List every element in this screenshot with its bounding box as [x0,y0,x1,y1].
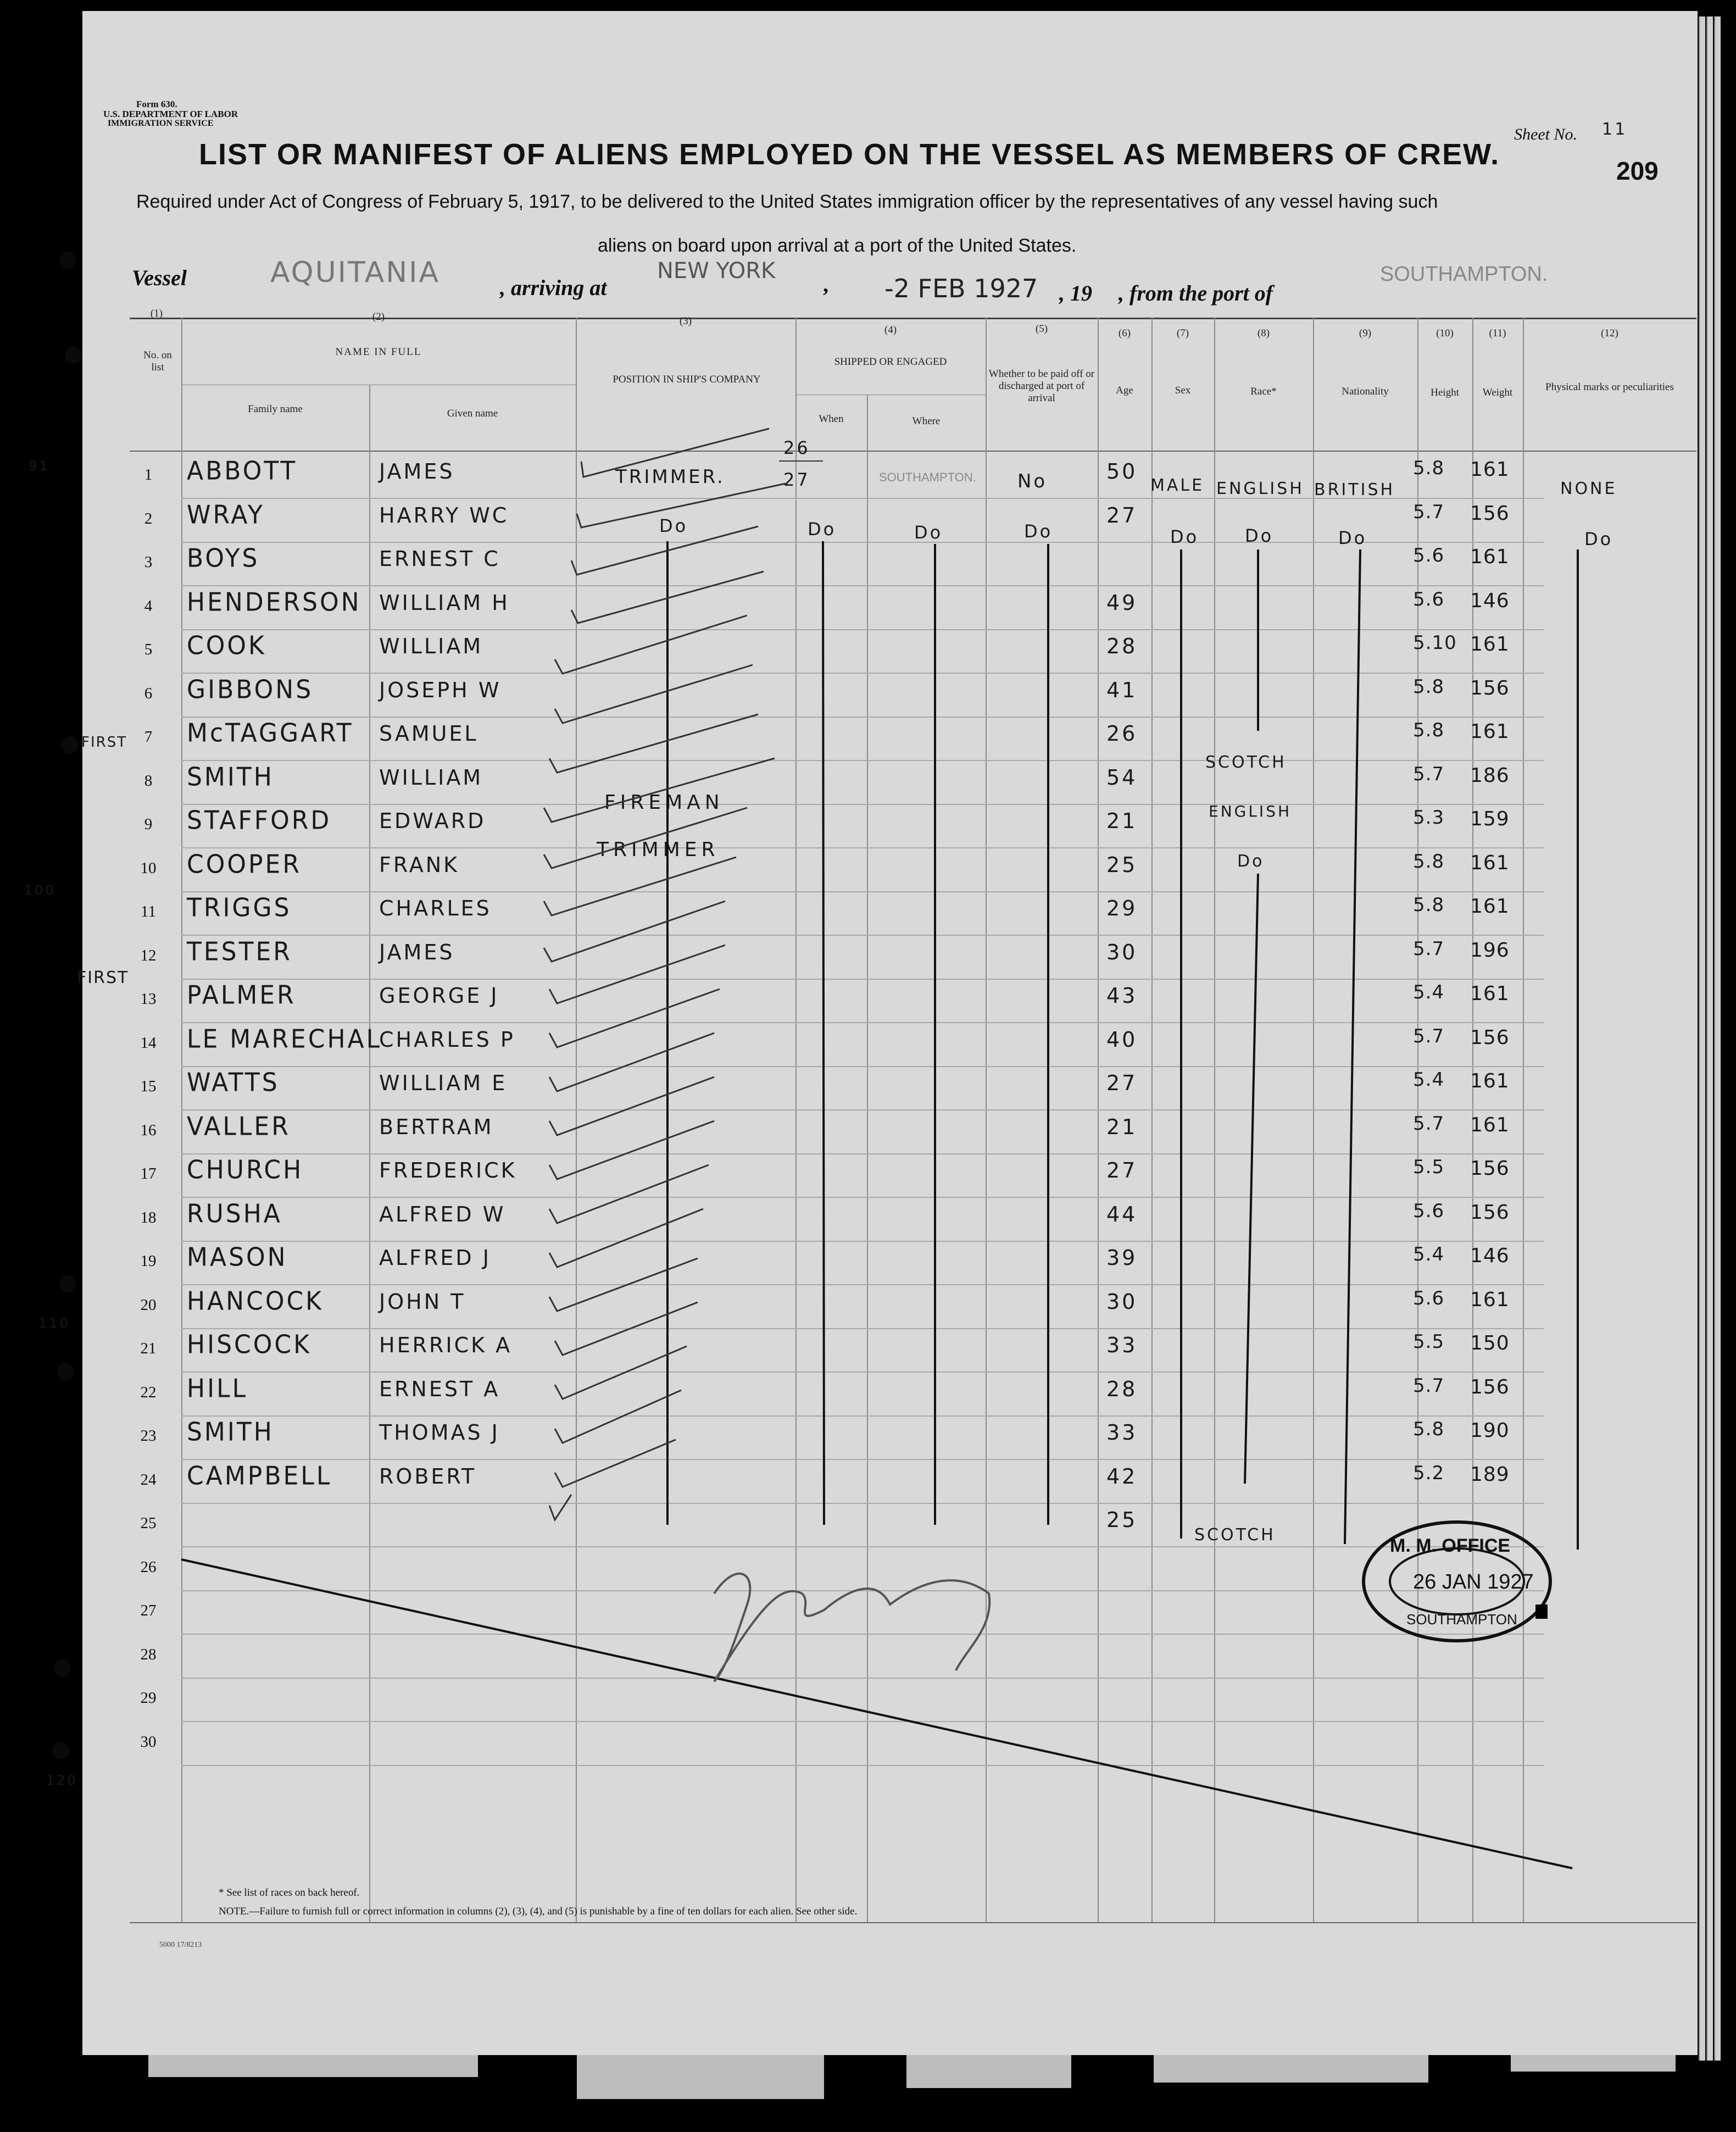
family-name: HANCOCK [187,1286,324,1317]
col-4-number: (4) [884,324,897,336]
family-name: WATTS [187,1068,280,1098]
check-mark [549,1258,698,1311]
position-1: TRIMMER. [615,466,725,488]
given-name: GEORGE J [379,984,499,1008]
paid-2-ditto: Do [1024,521,1053,542]
year-label: , 19 [1059,281,1092,306]
margin-note-first-7: FIRST [81,734,127,751]
height: 5.7 [1413,501,1445,523]
subtitle-line-2: aliens on board upon arrival at a port of the United States. [598,235,1077,256]
margin-note-120: 120 [46,1773,78,1788]
age: 28 [1106,1377,1138,1401]
given-name: CHARLES [379,896,492,920]
weight: 161 [1470,458,1510,481]
height: 5.4 [1413,1069,1445,1091]
row-number: 16 [140,1121,157,1139]
col-header-given-name: Given name [447,408,498,419]
row-number: 17 [140,1165,157,1182]
given-name: JOSEPH W [379,678,502,702]
col-header-where: Where [912,415,941,427]
col-header-race: Race* [1250,386,1277,397]
stamp-port: SOUTHAMPTON [1406,1611,1517,1628]
age: 43 [1106,984,1138,1008]
row-number: 18 [140,1209,157,1226]
family-name: WRAY [187,500,265,530]
height: 5.8 [1413,894,1445,916]
sheet-label: Sheet No. [1514,125,1577,143]
paid-1: No [1017,470,1048,492]
arriving-label: , arriving at [500,275,607,300]
height: 5.8 [1413,719,1445,741]
given-name: EDWARD [379,809,486,833]
weight: 156 [1470,1376,1510,1398]
age: 27 [1106,503,1138,528]
family-name: CHURCH [187,1155,304,1185]
age: 25 [1106,853,1138,877]
height: 5.7 [1413,1025,1445,1047]
family-name: MASON [187,1242,288,1273]
height: 5.8 [1413,676,1445,698]
where-stamp: SOUTHAMPTON. [879,470,976,484]
given-name: HARRY WC [379,503,509,528]
given-name: WILLIAM H [379,591,510,615]
check-mark [555,665,753,723]
check-mark [549,1495,571,1520]
when-2-ditto: Do [808,519,837,540]
check-mark [555,1302,698,1355]
weight: 156 [1470,677,1510,699]
family-name: VALLER [187,1112,291,1142]
ditto-line-when [823,541,824,1525]
stamp-date: 26 JAN 1927 [1413,1570,1534,1594]
height: 5.7 [1413,1375,1445,1397]
family-name: RUSHA [187,1199,282,1229]
row-number: 22 [140,1384,157,1401]
col-header-family-name: Family name [248,403,303,415]
weight: 161 [1470,895,1510,918]
weight: 156 [1470,502,1510,525]
height: 5.6 [1413,545,1445,567]
col-8-number: (8) [1257,327,1270,339]
family-name: COOK [187,631,266,661]
given-name: FREDERICK [379,1158,517,1182]
check-mark [577,484,786,528]
height: 5.8 [1413,457,1445,479]
given-name: SAMUEL [379,721,478,746]
col-header-shipped: SHIPPED OR ENGAGED [834,356,947,368]
given-name: WILLIAM [379,634,483,658]
weight: 161 [1470,852,1510,874]
height: 5.3 [1413,807,1445,829]
penalty-note: NOTE.—Failure to furnish full or correct information in columns (2), (3), (4), and (5) is punishable by a fine of ten dollars for each alien. See other side. [219,1906,858,1917]
check-marks [544,429,786,1520]
position-8: FIREMAN [604,791,724,814]
col-2-number: (2) [372,311,385,323]
position-9: TRIMMER [597,839,720,861]
nationality-1: BRITISH [1314,480,1395,499]
row-number: 3 [144,553,153,571]
service: IMMIGRATION SERVICE [108,119,214,128]
weight: 146 [1470,1245,1510,1267]
height: 5.7 [1413,1113,1445,1135]
arriving-port: NEW YORK [657,258,776,284]
row-number: 4 [144,597,153,615]
row-number: 13 [140,990,157,1008]
given-name: ROBERT [379,1464,477,1489]
row-number: 29 [140,1689,157,1707]
row-number: 26 [140,1558,157,1576]
family-name: COOPER [187,850,302,880]
height: 5.8 [1413,851,1445,873]
age: 25 [1106,1508,1138,1532]
weight: 156 [1470,1157,1510,1180]
height: 5.10 [1413,632,1457,654]
ditto-line-nationality [1345,549,1360,1544]
department: U.S. DEPARTMENT OF LABOR [103,109,238,119]
page-number: 209 [1616,157,1659,185]
race-9: Do [1237,852,1265,871]
ink-mark [1535,1604,1548,1619]
comma: , [823,272,828,297]
col-11-number: (11) [1489,327,1506,339]
age: 41 [1106,678,1138,702]
age: 21 [1106,809,1138,833]
row-number: 9 [144,815,153,833]
family-name: ABBOTT [187,456,298,486]
given-name: HERRICK A [379,1333,513,1357]
col-header-height: Height [1431,387,1459,398]
given-name: ALFRED W [379,1202,506,1226]
row-number: 5 [144,641,153,658]
row-number: 2 [144,510,153,528]
family-name: STAFFORD [187,806,332,836]
height: 5.4 [1413,1243,1445,1265]
manifest-title: LIST OR MANIFEST OF ALIENS EMPLOYED ON THE VESSEL AS MEMBERS OF CREW. [199,138,1500,171]
age: 30 [1106,940,1138,964]
given-name: JOHN T [379,1290,466,1314]
given-name: CHARLES P [379,1028,515,1052]
row-number: 30 [140,1733,157,1751]
weight: 189 [1470,1463,1510,1486]
ditto-line-race-b [1245,874,1258,1484]
col-5-number: (5) [1035,323,1048,335]
weight: 161 [1470,546,1510,568]
age: 30 [1106,1290,1138,1314]
race-7: SCOTCH [1205,753,1287,772]
subtitle-line-1: Required under Act of Congress of February 5, 1917, to be delivered to the United States immigration officer by the representatives of any vessel having such [136,191,1438,212]
when-day-bottom: 27 [783,469,810,490]
row-number: 23 [140,1427,157,1445]
col-header-when: When [819,413,844,425]
height: 5.2 [1413,1462,1445,1484]
margin-note-100: 100 [24,882,56,898]
cancellation-diagonal [181,1559,1572,1868]
col-12-number: (12) [1601,327,1618,339]
col-7-number: (7) [1176,327,1189,339]
col-header-sex: Sex [1175,385,1191,396]
col-3-number: (3) [679,315,692,327]
row-number: 8 [144,772,153,790]
col-header-nationality: Nationality [1342,386,1389,397]
row-number: 25 [140,1514,157,1532]
check-mark [549,714,758,773]
family-name: SMITH [187,1417,274,1447]
margin-note-110: 110 [38,1315,70,1331]
weight: 190 [1470,1419,1510,1442]
col-header-weight: Weight [1482,387,1513,398]
row-number: 28 [140,1646,157,1663]
print-code: 5000 17/8213 [159,1941,202,1949]
row-number: 24 [140,1471,157,1489]
row-number: 12 [140,947,157,964]
age: 27 [1106,1071,1138,1095]
from-port: SOUTHAMPTON. [1380,263,1548,286]
given-name: ERNEST A [379,1377,500,1401]
col-header-position: POSITION IN SHIP'S COMPANY [613,374,761,385]
family-name: GIBBONS [187,675,314,705]
margin-note-91: 91 [29,458,50,474]
height: 5.7 [1413,938,1445,960]
family-name: TESTER [187,937,292,967]
check-mark [544,901,725,962]
check-mark [555,1390,681,1443]
height: 5.5 [1413,1331,1445,1353]
race-8: ENGLISH [1209,802,1292,820]
torn-bottom-edge [82,2055,1698,2132]
given-name: BERTRAM [379,1115,494,1139]
weight: 161 [1470,1289,1510,1311]
age: 33 [1106,1333,1138,1357]
given-name: ERNEST C [379,547,500,571]
row-number: 19 [140,1252,157,1270]
race-2-ditto: Do [1245,525,1274,546]
col-6-number: (6) [1118,327,1131,339]
form-number: Form 630. [136,99,177,109]
weight: 161 [1470,633,1510,656]
given-name: JAMES [379,459,455,484]
age: 26 [1106,721,1138,746]
check-mark [581,429,769,477]
given-name: WILLIAM [379,765,483,790]
age: 42 [1106,1464,1138,1489]
sex-1: MALE [1150,476,1205,495]
row-number: 27 [140,1602,157,1619]
family-name: PALMER [187,980,296,1011]
marks-2-ditto: Do [1584,529,1613,549]
height: 5.6 [1413,1200,1445,1222]
age: 28 [1106,634,1138,658]
col-10-number: (10) [1436,327,1454,339]
where-2-ditto: Do [914,522,943,543]
weight: 161 [1470,1070,1510,1092]
marks-1: NONE [1560,479,1617,498]
row-number: 10 [140,859,157,877]
check-mark [571,526,758,575]
vessel-name: AQUITANIA [270,256,441,289]
arrival-date: -2 FEB 1927 [884,274,1038,303]
col-header-list-no: No. on list [143,349,172,373]
weight: 146 [1470,590,1510,612]
race-24: SCOTCH [1194,1525,1276,1545]
family-name: SMITH [187,762,274,792]
age: 54 [1106,765,1138,790]
race-1: ENGLISH [1216,479,1304,498]
weight: 161 [1470,982,1510,1005]
age: 29 [1106,896,1138,920]
given-name: JAMES [379,940,455,964]
nationality-2-ditto: Do [1338,528,1367,548]
height: 5.8 [1413,1418,1445,1440]
race-footnote: * See list of races on back hereof. [219,1887,360,1898]
weight: 156 [1470,1201,1510,1224]
check-mark [544,808,747,868]
family-name: CAMPBELL [187,1461,332,1491]
height: 5.4 [1413,981,1445,1003]
age: 33 [1106,1420,1138,1445]
col-1-number: (1) [150,308,163,319]
col-header-age: Age [1116,385,1133,396]
height: 5.6 [1413,588,1445,610]
family-name: TRIGGS [187,893,292,923]
age: 39 [1106,1246,1138,1270]
given-name: THOMAS J [379,1420,500,1445]
check-mark [555,615,747,674]
officer-signature [714,1574,989,1681]
age: 49 [1106,591,1138,615]
col-9-number: (9) [1359,327,1372,339]
age: 21 [1106,1115,1138,1139]
given-name: WILLIAM E [379,1071,508,1095]
height: 5.6 [1413,1287,1445,1309]
given-name: FRANK [379,853,460,877]
weight: 159 [1470,808,1510,830]
sheet-number: 11 [1602,120,1628,139]
family-name: HISCOCK [187,1330,311,1360]
weight: 156 [1470,1026,1510,1049]
stamp-office: M. M. OFFICE [1390,1535,1511,1556]
row-number: 11 [141,903,156,920]
row-number: 7 [144,728,153,746]
family-name: HILL [187,1374,248,1404]
weight: 150 [1470,1332,1510,1354]
row-number: 6 [144,685,153,702]
weight: 186 [1470,764,1510,787]
weight: 161 [1470,1114,1510,1136]
age: 27 [1106,1158,1138,1182]
from-label: , from the port of [1119,281,1273,306]
check-mark [544,758,775,822]
row-number: 21 [140,1340,157,1357]
ditto-lines [667,541,1578,1550]
family-name: McTAGGART [187,718,354,748]
weight: 161 [1470,720,1510,743]
sex-2-ditto: Do [1170,526,1199,547]
age: 50 [1106,459,1138,484]
age: 40 [1106,1028,1138,1052]
row-number: 1 [144,466,153,484]
age: 44 [1106,1202,1138,1226]
check-mark [555,1440,676,1487]
family-name: HENDERSON [187,587,361,618]
height: 5.7 [1413,763,1445,785]
row-number: 14 [140,1034,157,1052]
weight: 196 [1470,939,1510,962]
row-number: 15 [140,1078,157,1095]
col-header-physical-marks: Physical marks or peculiarities [1545,381,1674,393]
family-name: BOYS [187,543,260,574]
row-number: 20 [140,1296,157,1314]
family-name: LE MARECHAL [187,1024,382,1054]
vessel-label: Vessel [132,265,187,290]
given-name: ALFRED J [379,1246,491,1270]
col-header-paid-off: Whether to be paid off or discharged at port of arrival [988,368,1095,404]
height: 5.5 [1413,1156,1445,1178]
margin-note-first-12: FIRST [77,968,129,987]
position-2-ditto: Do [659,515,688,536]
when-day-shipped: 26 [783,437,810,458]
col-header-name: NAME IN FULL [335,346,422,358]
